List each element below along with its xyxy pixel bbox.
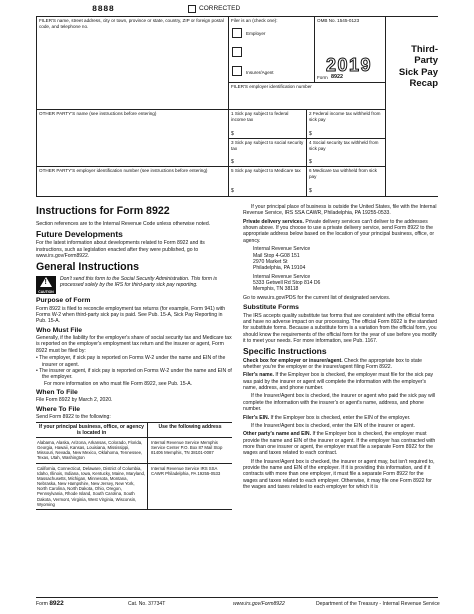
filer-name-text: If the Employer box is checked, the employer must file for the sick pay was paid by the insurer or agent will complete the information with the employer's name, address, and phone number. [243, 372, 434, 392]
other-party-heading: Other party's name and EIN. [243, 431, 312, 438]
form-mid-rule [228, 16, 229, 196]
who-text-2: For more information on who must file Form 8922, see Pub. 15-A. [44, 380, 193, 387]
recap-line-1: Third-Party [411, 44, 438, 67]
form-label: Form [317, 75, 328, 80]
footer-url[interactable]: www.irs.gov/Form8922 [233, 601, 285, 607]
filer-ein-heading: Filer's EIN. [243, 414, 270, 421]
footer-rule [36, 597, 438, 598]
recap-line-2: Sick Pay [398, 66, 438, 78]
substitute-text: The IRS accepts quality substitute tax forms that are consistent with the official forms and have no adverse impact on our processing. The official Form 8922 is the standard for substitute forms. Because a substitute form is a variation from the official form, you should know the requirements of the official form for the year of use before you modify it to meet your needs. For more information, see Pub. 1167. [243, 312, 438, 344]
other-ein-input[interactable] [38, 180, 226, 195]
form-bottom-rule [36, 196, 438, 197]
filer-ein-text-2: If the Insurer/Agent box is checked, enter the EIN of the insurer or agent. [251, 422, 415, 429]
intro-text: Section references are to the Internal Revenue Code unless otherwise noted. [36, 220, 211, 227]
form-left-rule [36, 16, 37, 196]
footer-form-word: Form [36, 601, 48, 607]
when-text: File Form 8922 by March 2, 2020. [36, 397, 113, 404]
table-row-1-states: Alabama, Alaska, Arizona, Arkansas, Colorado, Florida, Georgia, Hawaii, Kansas, Louisiana, Mississippi, Missouri, Nevada, New Mexico, Oklahoma, Tennessee, Texas, Utah, Washington [36, 438, 148, 463]
who-text: Generally, if the liability for the employer's share of social security tax and Medicare tax is reported on the employer's employment tax return and the insurer or agent, Form 8922 must be filed by: [36, 335, 232, 354]
box-5-label: 5 Sick pay subject to Medicare tax [231, 168, 301, 173]
table-row-2-states: California, Connecticut, Delaware, District of Columbia, Idaho, Illinois, Indiana, Iowa, Kentucky, Maine, Maryland, Massachusetts, Michigan, Minnesota, Montana, Nebraska, New Hampshire, New Jersey, New York, North Carolina, North Dakota, Ohio, Oregon, Pennsylvania, Rhode Island, South Carolina, South Dakota, Vermont, Virginia, West Virginia, Wisconsin, Wyoming [36, 464, 148, 509]
filer-name-text-2: If the Insurer/Agent box is checked, the insurer or agent who paid the sick pay will complete the information with the insurer's or agent's name, address, and phone number. [243, 393, 436, 413]
rule-ein [228, 82, 385, 83]
filer-name-label: FILER'S name, street address, city or town, province or state, country, ZIP or foreign postal code, and telephone no. [39, 18, 224, 29]
form-code: 8888 [92, 4, 115, 14]
caution-block [36, 276, 232, 294]
corrected-label: CORRECTED [199, 5, 241, 13]
purpose-heading: Purpose of Form [36, 297, 91, 305]
employer-label: Employer [246, 31, 266, 36]
instructions-left-column [36, 206, 232, 510]
table-row [36, 464, 232, 510]
filer-ein-label: FILER'S employer identification number [231, 84, 312, 89]
table-row [36, 438, 232, 464]
insurer-checkbox[interactable] [232, 47, 242, 57]
when-heading: When To File [36, 388, 78, 396]
who-heading: Who Must File [36, 326, 83, 334]
specific-heading: Specific Instructions [243, 346, 327, 357]
pds-heading: Private delivery services. [243, 218, 304, 225]
recap-title [388, 44, 438, 90]
tax-year: 2019 [326, 55, 373, 75]
instructions-right-column [243, 204, 439, 492]
other-ein-label: OTHER PARTY'S employer identification number (see instructions before entering) [39, 168, 208, 173]
rule-row1 [36, 109, 385, 110]
omb-number: OMB No. 1545-0123 [317, 18, 360, 23]
corrected-checkbox[interactable] [188, 5, 196, 13]
pds-address-1: Internal Revenue Service Mail Stop 4-G08 151 2970 Market St Philadelphia, PA 19104 [253, 246, 311, 272]
check-box-text: Check the appropriate box to state whether you're the employer or the insurer/agent filing Form 8922. [243, 357, 422, 370]
footer-form [36, 600, 64, 608]
general-heading: General Instructions [36, 261, 140, 274]
table-row-2-address: Internal Revenue Service IRS SSA CAWR Philadelphia, PA 19255-0533 [151, 465, 221, 476]
box-4-label: 4 Social security tax withheld from sick pay [309, 140, 379, 151]
filer-ein-input[interactable] [230, 92, 384, 108]
footer-dept: Department of the Treasury - Internal Revenue Service [316, 601, 440, 607]
recap-line-3: Recap [409, 78, 438, 90]
purpose-text: Form 8922 is filed to reconcile employment tax returns (for example, Form 941) with Forms W-2 when third-party sick pay is paid. See Pub. 15-A, Sick Pay Reporting in Pub. 15-A. [36, 305, 226, 325]
employer-checkbox[interactable] [232, 28, 242, 38]
other-party-text: If the Employer box is checked, the employer must provide the name and EIN of the insurer or agent. If the employer has contracted with more than one insurer or agent, the employer must file a separate Form 8922 for the wages and taxes related to each contract. [243, 431, 436, 457]
form-right-rule [385, 16, 386, 196]
rule-row3 [36, 166, 385, 167]
box-3-dollar: $ [231, 159, 234, 165]
caution-icon: ! CAUTION [36, 276, 56, 294]
form-top-rule [36, 16, 438, 17]
box-4-dollar: $ [309, 159, 312, 165]
pds-address-2: Internal Revenue Service 5333 Getwell Rd Stop 814 D6 Memphis, TN 38118 [253, 273, 321, 293]
footer-form-number: 8922 [49, 600, 64, 607]
future-text: For the latest information about developments related to Form 8922 and its instructions, such as legislation enacted after they were published, go to www.irs.gov/Form8922. [36, 240, 205, 260]
other-name-input[interactable] [38, 119, 226, 165]
box-3-label: 3 Sick pay subject to social security tax [231, 140, 304, 151]
box-1-dollar: $ [231, 131, 234, 137]
box-6-dollar: $ [309, 188, 312, 194]
rule-row2 [228, 138, 385, 139]
box-1-label: 1 Sick pay subject to federal income tax [231, 111, 289, 122]
form-number: 8922 [331, 74, 343, 80]
outside-us-text: If your principal place of business is outside the United States, file with the Internal Revenue Service, IRS SSA CAWR, Philadelphia, PA 19255-0533. [243, 204, 437, 217]
other-party-text-2: If the Insurer/Agent box is checked, the insurer or agent may, but isn't required to, provide the name and EIN of the employer. If it is providing this information, and if it contracts with more than one employer, it must file a separate Form 8922 for the wages and taxes related to each employer. Otherwise, it may file one Form 8922 for the wages and taxes related to each employer for which it is [243, 458, 435, 491]
form-amount-rule [306, 109, 307, 196]
who-bullet-1: • The employer, if sick pay is reported on Forms W-2 under the name and EIN of the insurer or agent. [36, 355, 226, 368]
box-2-label: 2 Federal income tax withheld from sick pay [309, 111, 381, 122]
where-text: Send Form 8922 to the following: [36, 414, 111, 421]
caution-text: Don't send this form to the Social Security Administration. This form is processed solely by the IRS for third-party sick pay reporting. [60, 276, 218, 289]
filer-is-label: Filer is an (check one): [231, 18, 278, 23]
table-header-address: Use the following address [158, 423, 222, 430]
box-6-label: 6 Medicare tax withheld from sick pay [309, 168, 377, 179]
insurer-label: Insurer/Agent [246, 70, 274, 75]
table-header-location: If your principal business, office, or agency is located in [36, 423, 148, 437]
box-2-dollar: $ [309, 131, 312, 137]
pds-text: Private delivery services can't deliver to the addresses shown above. If you choose to use a private delivery service, send Form 8922 to the appropriate address below based on the location of your principal business, office, or agency. [243, 218, 435, 244]
substitute-heading: Substitute Forms [243, 304, 299, 312]
check-box-heading: Check box for employer or insurer/agent. [243, 357, 343, 364]
where-heading: Where To File [36, 405, 81, 413]
where-table-header [36, 422, 232, 438]
footer-cat-no: Cat. No. 37734T [128, 601, 166, 607]
who-bullet-2: • The insurer or agent, if sick pay is reported on Forms W-2 under the name and EIN of the employer. [36, 367, 232, 381]
box-5-dollar: $ [231, 188, 234, 194]
future-heading: Future Developments [36, 229, 123, 239]
insurer-checkbox-2[interactable] [232, 66, 242, 76]
table-row-1-address: Internal Revenue Service Memphis Service Center P.O. Box 87 Mail Stop 81406 Memphis, TN 38101-0087 [151, 440, 223, 456]
corrected-field[interactable] [188, 5, 240, 13]
filer-name-input[interactable] [38, 32, 226, 106]
filer-ein-text: If the Employer box is checked, enter the EIN of the employer. [270, 414, 411, 421]
form-omb-rule [314, 16, 315, 82]
filer-name-heading: Filer's name. [243, 372, 274, 379]
instructions-title: Instructions for Form 8922 [36, 205, 170, 217]
other-name-label: OTHER PARTY'S name (see instructions before entering) [39, 111, 157, 116]
pds-list-text: Go to www.irs.gov/PDS for the current list of designated services. [243, 294, 391, 301]
